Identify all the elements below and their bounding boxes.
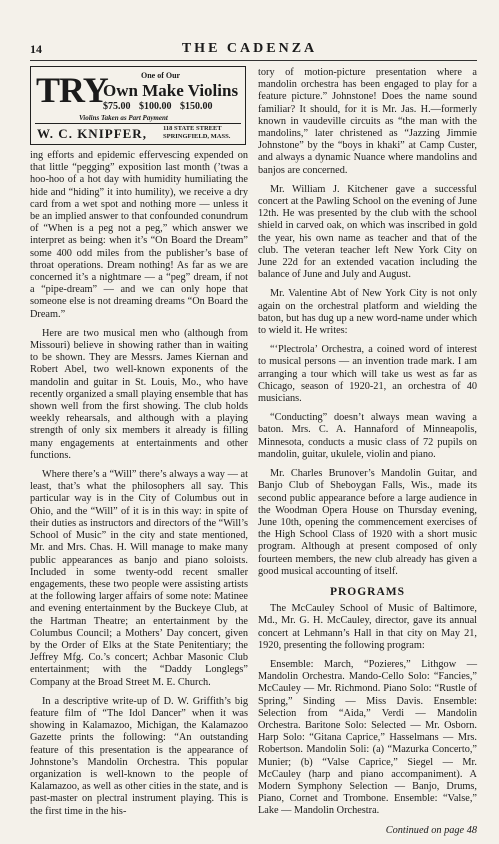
ad-headline: Own Make Violins xyxy=(103,81,239,100)
ad-company-name: W. C. KNIPFER, xyxy=(37,126,147,141)
page-number: 14 xyxy=(30,42,42,56)
paragraph: Mr. Charles Brunover’s Mandolin Guitar, and Banjo Club of Sheboygan Falls, Wis., made its second public appearance before a large audience in the Woodman Opera House on Thursday evening, June 10th, opening the commencement exercises of the High School Class of 1920 with a short music program. Although at present composed of only fourteen members, the new club already has given a good musical accounting of itself. xyxy=(258,468,477,577)
right-column xyxy=(258,67,477,844)
ad-prices: $75.00 $100.00 $150.00 xyxy=(103,101,213,112)
continued-note: Continued on page 48 xyxy=(385,824,477,836)
paragraph: In a descriptive write-up of D. W. Griffith’s big feature film of “The Idol Dancer” when it was showing in Kalamazoo, Michigan, the Kalamazoo Gazette prints the following: “An outstanding feature of this presentation is the appearance of Johnstone’s Mandolin Orchestra. This popular organization is well-known to the people of Kalamazoo, as well as other cities in the state, and is past-master on plectral instrument playing. This is the first time in the his- xyxy=(30,695,248,817)
ad-divider xyxy=(35,123,241,124)
paragraph: The McCauley School of Music of Baltimore, Md., Mr. G. H. McCauley, director, gave its annual concert at Lehmann’s Hall in that city on May 21, 1920, presenting the following program: xyxy=(258,603,477,651)
paragraph: Here are two musical men who (although from Missouri) believe in showing rather than in waiting to be shown. They are Messrs. James Kiernan and Robert Abel, two well-known exponents of the mandolin and guitar in St. Louis, Mo., who have recently organized a small playing ensemble that has shown well from the first showing. The club holds weekly rehearsals, and although with a playing strength of only six members it already is filling many engagements at entertainments and other functions. xyxy=(30,327,248,461)
paragraph: Where there’s a “Will” there’s always a way — at least, that’s what the philosophers all say. This particular way is in the City of Columbus out in Ohio, and the “Will” of it is in this way: in spite of their duties as instructors and directors of the “Will’s School of Music” in the city and state mentioned, Mr. and Mrs. Chas. H. Will manage to make many public appearances as banjo and piano soloists. Included in some twenty-odd recent smaller engagements, these two people were assisting artists at the following larger affairs of some note: Matinee and evening entertainment by the Buckeye Club, at the Hartman Theatre; an entertainment by the Columbus Council; a Mothers’ Day concert, given by the Order of Elks at the State Penitentiary; the Jeffrey Mfg. Co.’s concert; Achbar Masonic Club entertainment; with the “Daddy Longlegs” Company at the Broad Street M. E. Church. xyxy=(30,469,248,688)
running-title: THE CADENZA xyxy=(181,41,318,56)
paragraph: tory of motion-picture presentation where a mandolin orchestra has been engaged to play for a feature picture.” Johnstone! Does the name sound familiar? It should, for it is Mr. Jas. H.—formerly known in vaudeville circuits as “the man with the mandolins,” later christened as “Jazzing Jimmie Johnstone” by the “boys in khaki” at Camp Custer, and always a dynamic Nuance where mandolins and banjos are concerned. xyxy=(258,67,477,176)
paragraph: “Conducting” doesn’t always mean waving a baton. Mrs. C. A. Hannaford of Minneapolis, Minnesota, conducts a music class of 72 pupils on mandolin, guitar, ukulele, violin and piano. xyxy=(258,412,477,460)
ad-one-of-our: One of Our xyxy=(141,71,181,80)
ad-address xyxy=(163,125,230,141)
paragraph: Mr. Valentine Abt of New York City is not only again on the orchestral platform and wielding the baton, but has dug up a new word-name under which to wield it. He writes: xyxy=(258,288,477,337)
violin-advertisement xyxy=(30,66,246,145)
paragraph: Mr. William J. Kitchener gave a successful concert at the Pawling School on the evening of June 12th. He was presented by the club with the school shield in carved oak, on which was inscribed in gold the year, his own name as teacher and that of the club. The veteran teacher left New York City on June 22d for an extended vacation including the balance of June and July and August. xyxy=(258,183,477,281)
header-rule xyxy=(30,60,477,61)
ad-try-text: TRY xyxy=(36,70,108,110)
programs-heading: PROGRAMS xyxy=(329,585,406,598)
left-column xyxy=(30,150,248,825)
paragraph: ing efforts and epidemic effervescing expended on that little “pegging” exposition last month (’twas a hoo-hoo of a hot day with humidity humiliating the hide and “hiding” it into humility), we receive a dry card from a wet spot and nothing more — unless it be an implied answer to that confounded conundrum of “When is a peg not a peg,” which answer we interpret as being: when it’s “On Board the Dream” some 400 odd miles from the publisher’s base of throat operations. Dream nothing! As far as we are concerned it’s a nightmare — a “peg” dream, if not a “pipe-dream” — and we can only hope that someone else is not dreaming dreams “On Board the Dream.” xyxy=(30,150,248,320)
paragraph: “‘Plectrola’ Orchestra, a coined word of interest to musical persons — an invention trade mark. I am arranging a tour which will take us west as far as Chicago, season of 1920-21, an orchestra of 40 musicians. xyxy=(258,344,477,405)
ad-address-line1: 118 STATE STREET xyxy=(163,125,222,132)
paragraph: Ensemble: March, “Pozieres,” Lithgow — Mandolin Orchestra. Mando-Cello Solo: “Fancies,” McCauley — Mr. Richmond. Piano Solo: “Rustle of Spring,” Sinding — Miss Davis. Ensemble: Selection from “Aida,” Verdi — Mandolin Orchestra. Baritone Solo: Selected — Mr. Osborn. Harp Solo: “Gitana Caprice,” Hasselmans — Mrs. Robertson. Mandolin Soli: (a) “Mazurka Concerto,” Munier; (b) “Valse Caprice,” Siegel — Mr. McCauley (harp and piano accompaniment). A Modern Symphony Selection — Banjo, Drums, Piano, Cornet and Trombone. Ensemble: “Valse,” Lake — Mandolin Orchestra. xyxy=(258,658,477,817)
ad-address-line2: SPRINGFIELD, MASS. xyxy=(163,133,231,140)
ad-taken-note: Violins Taken as Part Payment xyxy=(79,114,168,122)
